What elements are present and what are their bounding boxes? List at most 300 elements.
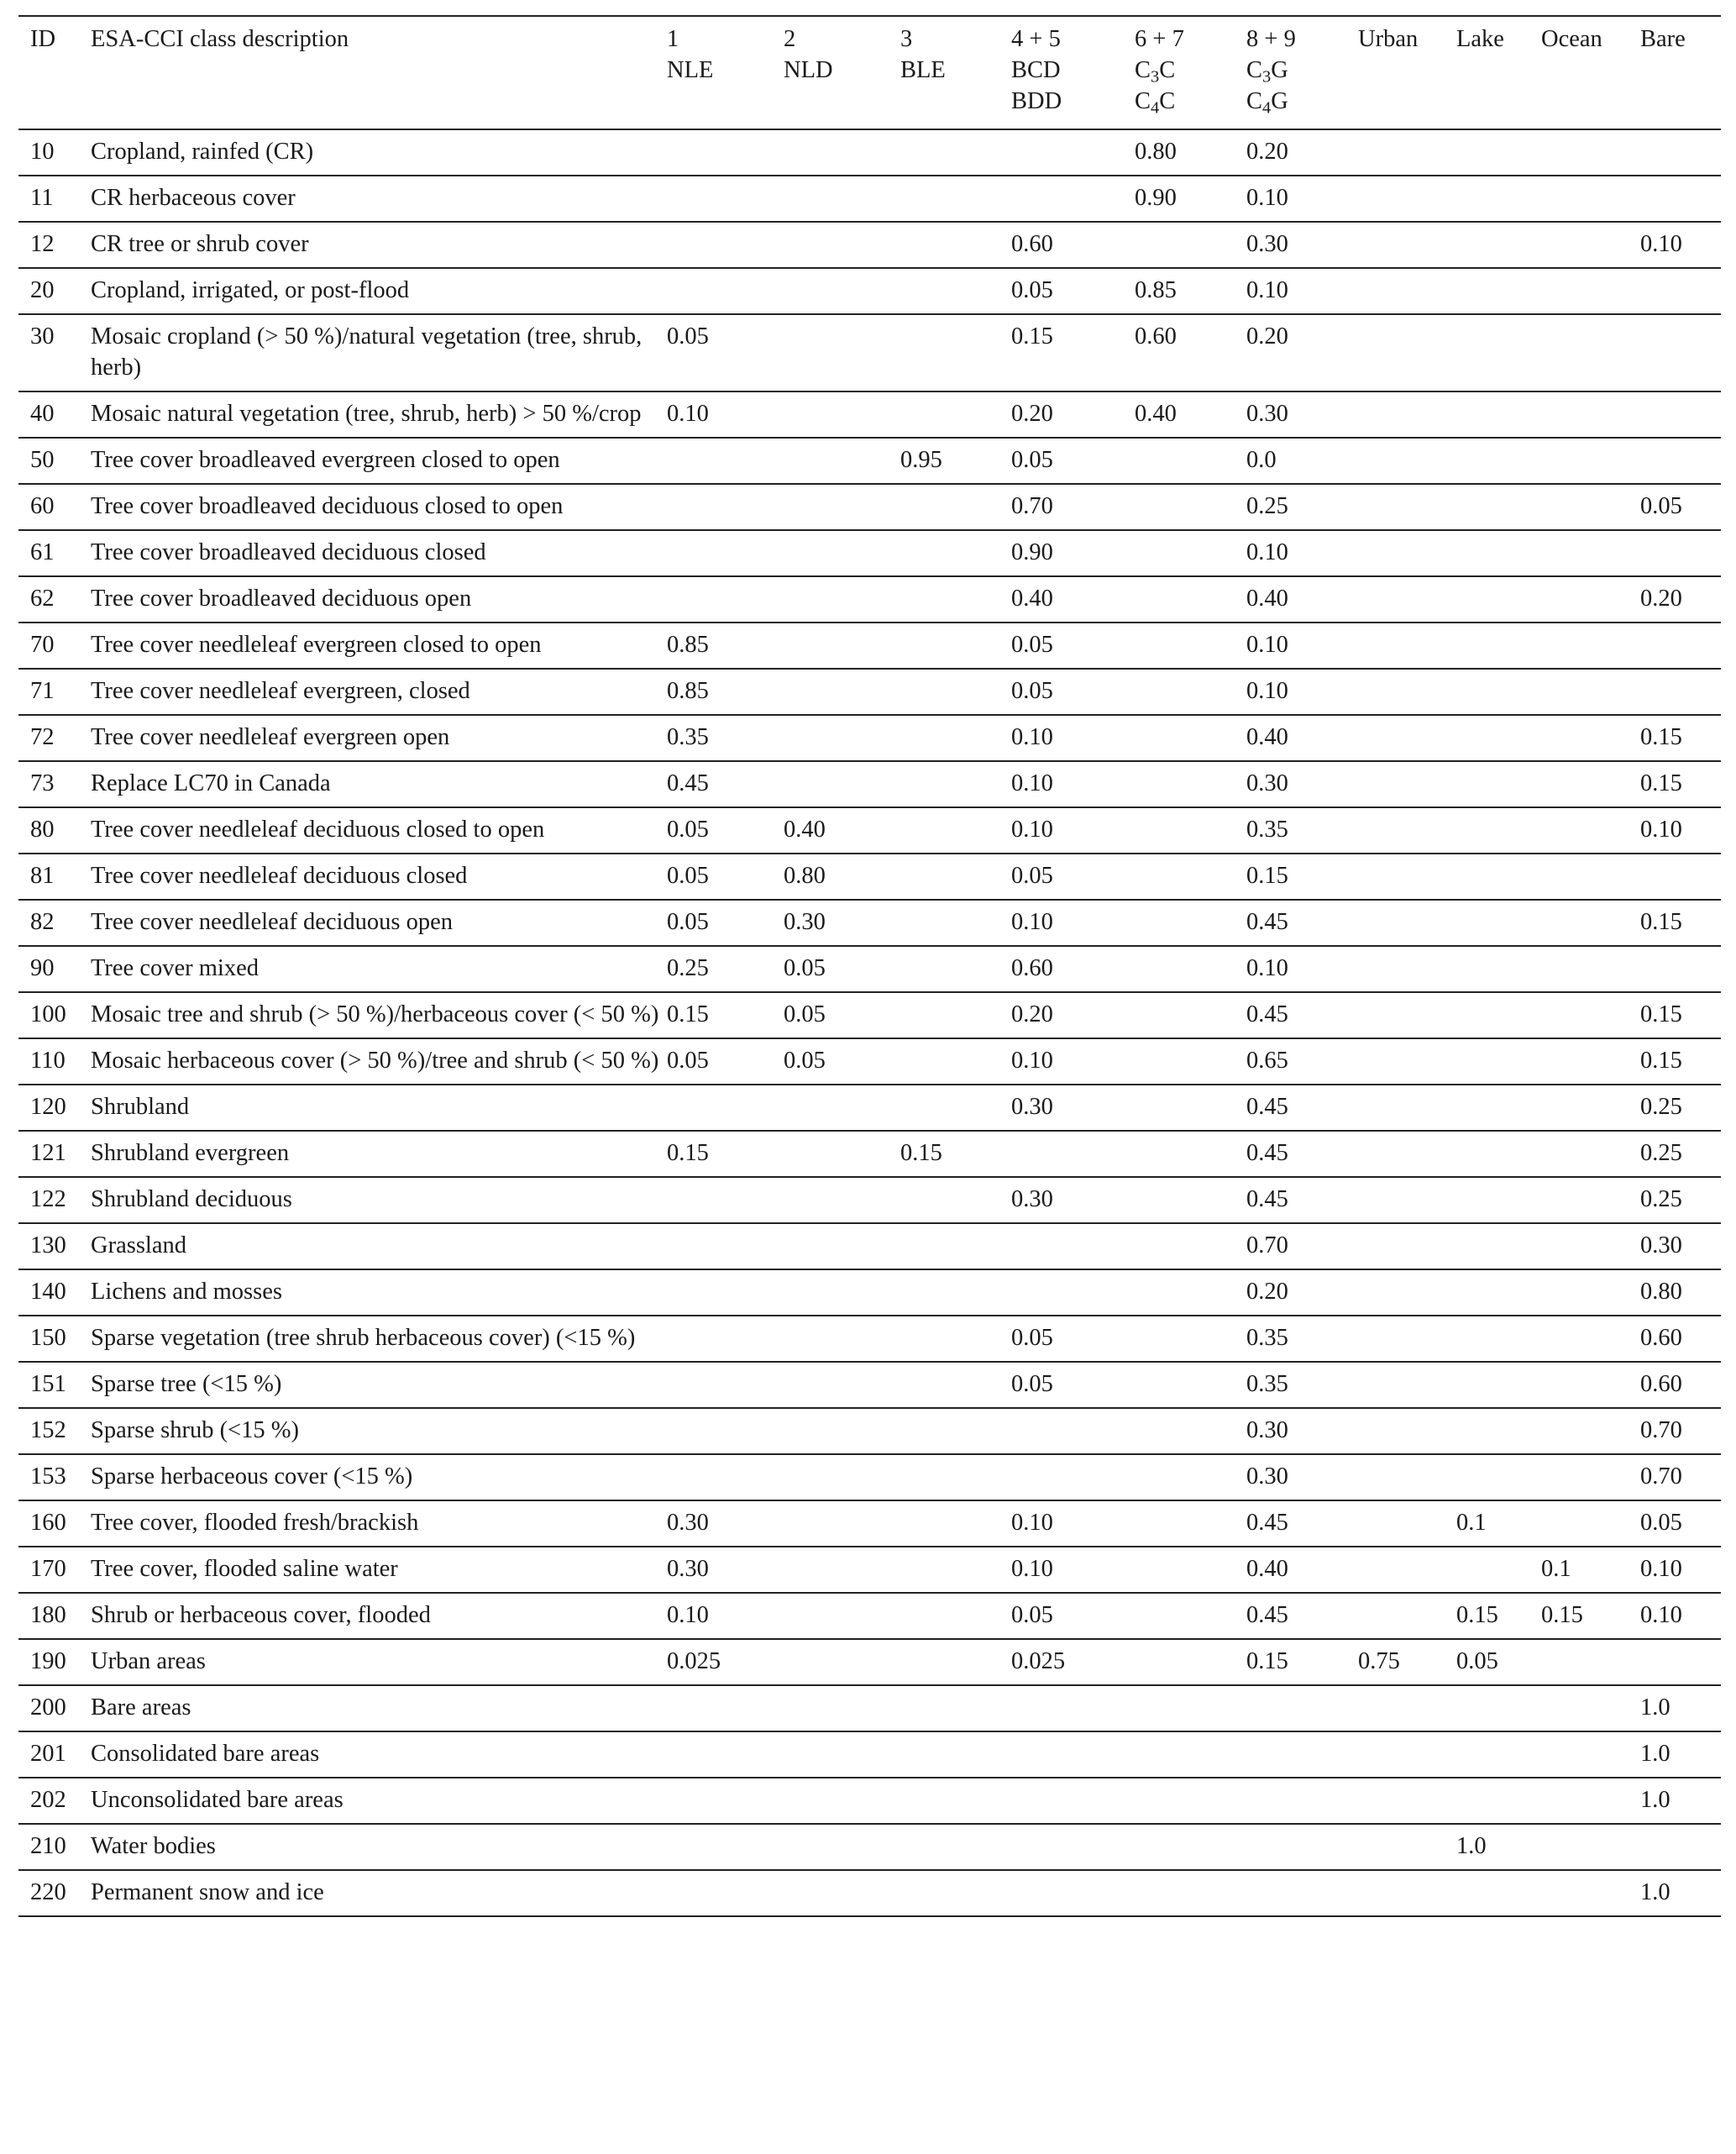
cell-lake: [1456, 314, 1541, 391]
cell-bare: [1640, 314, 1721, 391]
cell-c3g-c4g: 0.35: [1246, 1371, 1288, 1397]
header-pft45-number: 4 + 5: [1011, 26, 1061, 52]
cell-lake: [1456, 530, 1541, 576]
table-row: [18, 391, 1721, 438]
cell-c3c-c4c: [1135, 1870, 1246, 1916]
cell-description: Shrub or herbaceous cover, flooded: [91, 1602, 431, 1628]
cell-bare: 0.60: [1640, 1325, 1682, 1351]
cell-ocean: [1541, 1269, 1640, 1316]
header-pft3-code: BLE: [900, 57, 946, 83]
table-row: [18, 484, 1721, 530]
cell-urban: [1358, 761, 1456, 807]
header-pft67-number: 6 + 7: [1135, 26, 1184, 52]
cell-bare: [1640, 669, 1721, 715]
cell-nld: [784, 1223, 900, 1269]
cell-description: Tree cover needleleaf deciduous open: [91, 909, 454, 935]
table-row: [18, 946, 1721, 992]
cell-description: Bare areas: [91, 1694, 191, 1721]
cell-urban: [1358, 1454, 1456, 1500]
header-urban: Urban: [1358, 26, 1419, 52]
cell-bare: 0.10: [1640, 1602, 1682, 1628]
cell-c3c-c4c: [1135, 1408, 1246, 1454]
cell-nld: 0.05: [784, 955, 826, 981]
cell-lake: [1456, 576, 1541, 623]
cell-lake: [1456, 129, 1541, 176]
cell-urban: [1358, 1547, 1456, 1593]
cell-c3g-c4g: 0.40: [1246, 586, 1288, 612]
cell-id: 20: [30, 277, 55, 303]
cell-bare: [1640, 1639, 1721, 1685]
cell-bcd-bdd: [1011, 1269, 1135, 1316]
cell-nld: [784, 391, 900, 438]
cell-description: Tree cover, flooded saline water: [91, 1556, 398, 1582]
cell-ocean: [1541, 576, 1640, 623]
cell-nle: 0.85: [667, 632, 709, 658]
cell-nle: [667, 438, 784, 484]
cell-urban: [1358, 1177, 1456, 1223]
cell-bare: 0.70: [1640, 1463, 1682, 1489]
cell-c3g-c4g: 0.10: [1246, 632, 1288, 658]
cell-ocean: 0.1: [1541, 1556, 1571, 1582]
cell-urban: [1358, 1316, 1456, 1362]
cell-id: 50: [30, 447, 55, 473]
cell-ocean: [1541, 484, 1640, 530]
cell-nle: [667, 1685, 784, 1731]
header-pft3: [900, 16, 1011, 129]
header-pft67-c3c-sub: 3: [1151, 67, 1160, 87]
cell-ble: [900, 1500, 1011, 1547]
cell-nld: [784, 1870, 900, 1916]
table-row: [18, 715, 1721, 761]
cell-urban: [1358, 1085, 1456, 1131]
table-row: [18, 1500, 1721, 1547]
cell-urban: [1358, 1362, 1456, 1408]
cell-c3c-c4c: [1135, 576, 1246, 623]
cell-c3c-c4c: [1135, 669, 1246, 715]
header-row: [18, 16, 1721, 129]
cell-c3c-c4c: 0.80: [1135, 139, 1177, 165]
cell-urban: [1358, 992, 1456, 1038]
cell-nld: 0.80: [784, 863, 826, 889]
cell-nle: 0.85: [667, 678, 709, 704]
cell-ble: [900, 1731, 1011, 1778]
cell-description: Mosaic tree and shrub (> 50 %)/herbaceous cover (< 50 %): [91, 1001, 659, 1027]
cell-nld: [784, 176, 900, 222]
cell-id: 40: [30, 401, 55, 427]
cell-bare: 0.10: [1640, 1556, 1682, 1582]
cell-nle: 0.05: [667, 909, 709, 935]
cell-c3g-c4g: 0.65: [1246, 1048, 1288, 1074]
cell-ble: [900, 1870, 1011, 1916]
cell-description: Sparse herbaceous cover (<15 %): [91, 1463, 413, 1489]
table-row: [18, 129, 1721, 176]
header-bare: Bare: [1640, 26, 1686, 52]
cell-id: 153: [30, 1463, 66, 1489]
cell-bare: [1640, 176, 1721, 222]
cell-nle: [667, 1269, 784, 1316]
cell-ble: [900, 1639, 1011, 1685]
cell-c3g-c4g: 0.15: [1246, 863, 1288, 889]
cell-nld: 0.30: [784, 909, 826, 935]
cell-c3c-c4c: [1135, 992, 1246, 1038]
cell-nld: [784, 1085, 900, 1131]
cell-nle: 0.45: [667, 770, 709, 796]
cell-nle: [667, 1824, 784, 1870]
cell-c3g-c4g: 0.30: [1246, 401, 1288, 427]
cell-description: Lichens and mosses: [91, 1279, 282, 1305]
cell-description: Mosaic cropland (> 50 %)/natural vegetation (tree, shrub, herb): [91, 323, 642, 381]
cell-description: Sparse shrub (<15 %): [91, 1417, 299, 1443]
cell-id: 160: [30, 1510, 66, 1536]
cell-nle: [667, 1870, 784, 1916]
cell-description: Tree cover needleleaf deciduous closed: [91, 863, 468, 889]
cell-bcd-bdd: 0.20: [1011, 401, 1053, 427]
cell-c3c-c4c: [1135, 1731, 1246, 1778]
cell-urban: [1358, 484, 1456, 530]
cell-c3c-c4c: [1135, 1500, 1246, 1547]
table-row: [18, 1223, 1721, 1269]
cell-lake: [1456, 623, 1541, 669]
cell-c3c-c4c: [1135, 854, 1246, 900]
cell-nld: 0.05: [784, 1048, 826, 1074]
cell-c3c-c4c: [1135, 946, 1246, 992]
cell-bare: 0.05: [1640, 493, 1682, 519]
cell-nle: [667, 484, 784, 530]
cell-c3c-c4c: [1135, 1639, 1246, 1685]
cell-ble: [900, 1685, 1011, 1731]
cell-ocean: [1541, 1824, 1640, 1870]
header-pft89-c4g-a: C: [1246, 88, 1263, 114]
cell-c3c-c4c: [1135, 761, 1246, 807]
cell-id: 121: [30, 1140, 66, 1166]
cell-bcd-bdd: 0.05: [1011, 1371, 1053, 1397]
cell-id: 152: [30, 1417, 66, 1443]
header-pft2-number: 2: [784, 26, 796, 52]
cell-nle: 0.05: [667, 1048, 709, 1074]
cell-c3c-c4c: 0.60: [1135, 323, 1177, 349]
table-row: [18, 1177, 1721, 1223]
cell-bcd-bdd: 0.60: [1011, 955, 1053, 981]
cell-lake: [1456, 176, 1541, 222]
cell-urban: [1358, 1223, 1456, 1269]
cell-lake: [1456, 1685, 1541, 1731]
cell-bare: [1640, 854, 1721, 900]
cell-nle: [667, 129, 784, 176]
cell-ble: [900, 1454, 1011, 1500]
cell-ocean: [1541, 1778, 1640, 1824]
cell-c3g-c4g: [1246, 1824, 1358, 1870]
cell-nle: [667, 1454, 784, 1500]
cell-lake: [1456, 222, 1541, 268]
cell-urban: [1358, 438, 1456, 484]
header-ocean: Ocean: [1541, 26, 1602, 52]
cell-ocean: [1541, 222, 1640, 268]
cell-c3g-c4g: 0.25: [1246, 493, 1288, 519]
cell-c3g-c4g: [1246, 1870, 1358, 1916]
cell-urban: [1358, 314, 1456, 391]
cell-id: 130: [30, 1232, 66, 1258]
cell-bcd-bdd: 0.05: [1011, 1325, 1053, 1351]
table-row: [18, 1269, 1721, 1316]
cell-ocean: [1541, 669, 1640, 715]
cell-bare: 0.05: [1640, 1510, 1682, 1536]
cell-nle: 0.30: [667, 1556, 709, 1582]
cell-ble: [900, 1824, 1011, 1870]
table-row: [18, 530, 1721, 576]
cell-c3g-c4g: 0.15: [1246, 1648, 1288, 1674]
cell-description: Tree cover broadleaved deciduous closed: [91, 539, 486, 565]
cell-urban: [1358, 1870, 1456, 1916]
cell-c3c-c4c: [1135, 1824, 1246, 1870]
cell-c3c-c4c: [1135, 222, 1246, 268]
cell-urban: [1358, 1131, 1456, 1177]
cell-c3c-c4c: [1135, 1454, 1246, 1500]
cell-urban: [1358, 854, 1456, 900]
cell-c3c-c4c: [1135, 484, 1246, 530]
cell-description: Mosaic herbaceous cover (> 50 %)/tree and shrub (< 50 %): [91, 1048, 659, 1074]
table-row: [18, 1547, 1721, 1593]
cell-nle: [667, 222, 784, 268]
cell-description: Shrubland: [91, 1094, 190, 1120]
cell-bare: [1640, 129, 1721, 176]
cell-bare: 0.15: [1640, 724, 1682, 750]
cell-bare: [1640, 1824, 1721, 1870]
cell-bcd-bdd: [1011, 176, 1135, 222]
cell-nle: 0.25: [667, 955, 709, 981]
cell-ocean: [1541, 623, 1640, 669]
table-row: [18, 900, 1721, 946]
cell-ocean: [1541, 1316, 1640, 1362]
cell-id: 120: [30, 1094, 66, 1120]
cell-ocean: [1541, 1131, 1640, 1177]
cell-urban: [1358, 1408, 1456, 1454]
cell-nle: [667, 176, 784, 222]
cell-lake: [1456, 1870, 1541, 1916]
cell-c3g-c4g: 0.45: [1246, 1602, 1288, 1628]
cell-ble: [900, 176, 1011, 222]
cell-lake: 0.05: [1456, 1648, 1498, 1674]
header-pft89-c3g-a: C: [1246, 57, 1263, 83]
cell-bare: 0.10: [1640, 817, 1682, 843]
cell-c3g-c4g: 0.35: [1246, 1325, 1288, 1351]
cell-description: Tree cover mixed: [91, 955, 259, 981]
cell-ble: [900, 129, 1011, 176]
cell-c3g-c4g: 0.30: [1246, 1417, 1288, 1443]
cell-bcd-bdd: 0.05: [1011, 447, 1053, 473]
cell-ble: [900, 1593, 1011, 1639]
cell-ble: [900, 314, 1011, 391]
header-pft67: [1135, 16, 1246, 129]
cell-bcd-bdd: 0.025: [1011, 1648, 1066, 1674]
cell-id: 82: [30, 909, 55, 935]
cell-c3c-c4c: [1135, 1685, 1246, 1731]
table-row: [18, 1731, 1721, 1778]
cell-id: 81: [30, 863, 55, 889]
table-row: [18, 854, 1721, 900]
cell-ocean: [1541, 1408, 1640, 1454]
cell-ble: [900, 1269, 1011, 1316]
cell-ble: [900, 222, 1011, 268]
cell-description: Unconsolidated bare areas: [91, 1787, 344, 1813]
cell-id: 73: [30, 770, 55, 796]
cell-c3g-c4g: 0.45: [1246, 1094, 1288, 1120]
cell-ocean: [1541, 1500, 1640, 1547]
cell-nld: [784, 222, 900, 268]
table-row: [18, 761, 1721, 807]
table-row: [18, 1316, 1721, 1362]
cell-id: 90: [30, 955, 55, 981]
cell-description: Shrubland deciduous: [91, 1186, 292, 1212]
cell-bcd-bdd: 0.15: [1011, 323, 1053, 349]
cell-bcd-bdd: 0.40: [1011, 586, 1053, 612]
header-pft67-c3c-a: C: [1135, 57, 1151, 83]
cell-bcd-bdd: [1011, 1870, 1135, 1916]
cell-bcd-bdd: 0.90: [1011, 539, 1053, 565]
cell-c3c-c4c: [1135, 807, 1246, 854]
cell-ble: [900, 946, 1011, 992]
cell-c3c-c4c: [1135, 530, 1246, 576]
cell-bare: [1640, 391, 1721, 438]
cell-bare: 0.10: [1640, 231, 1682, 257]
cell-c3g-c4g: 0.45: [1246, 1140, 1288, 1166]
cell-id: 201: [30, 1741, 66, 1767]
table-row: [18, 268, 1721, 314]
cell-nle: 0.35: [667, 724, 709, 750]
header-pft67-c4c-a: C: [1135, 88, 1151, 114]
cell-lake: [1456, 1038, 1541, 1085]
cell-id: 11: [30, 185, 54, 211]
cell-urban: [1358, 669, 1456, 715]
cell-c3c-c4c: [1135, 1362, 1246, 1408]
cell-bcd-bdd: 0.10: [1011, 770, 1053, 796]
cell-bare: 0.25: [1640, 1140, 1682, 1166]
cell-lake: [1456, 715, 1541, 761]
cell-nle: 0.30: [667, 1510, 709, 1536]
cell-ocean: [1541, 761, 1640, 807]
cell-description: Shrubland evergreen: [91, 1140, 290, 1166]
cell-ocean: [1541, 314, 1640, 391]
cell-nld: [784, 1316, 900, 1362]
cell-description: CR herbaceous cover: [91, 185, 296, 211]
cell-c3g-c4g: 0.45: [1246, 1186, 1288, 1212]
cell-ble: [900, 623, 1011, 669]
cell-ble: [900, 1177, 1011, 1223]
cell-description: Tree cover broadleaved deciduous closed to open: [91, 493, 564, 519]
cell-nld: [784, 1131, 900, 1177]
cell-nle: 0.05: [667, 817, 709, 843]
cell-id: 122: [30, 1186, 66, 1212]
cell-ocean: [1541, 1731, 1640, 1778]
cell-description: Permanent snow and ice: [91, 1879, 324, 1905]
cell-id: 100: [30, 1001, 66, 1027]
cell-nle: 0.15: [667, 1140, 709, 1166]
cell-id: 30: [30, 323, 55, 349]
cell-bcd-bdd: 0.05: [1011, 277, 1053, 303]
cell-lake: [1456, 854, 1541, 900]
header-description: ESA-CCI class description: [91, 26, 349, 52]
cell-description: Sparse vegetation (tree shrub herbaceous cover) (<15 %): [91, 1325, 636, 1351]
cell-ble: [900, 854, 1011, 900]
header-pft89: [1246, 16, 1358, 129]
cell-id: 71: [30, 678, 55, 704]
cell-bcd-bdd: 0.20: [1011, 1001, 1053, 1027]
cell-nle: [667, 530, 784, 576]
cell-ocean: [1541, 807, 1640, 854]
table-row: [18, 1131, 1721, 1177]
cell-lake: [1456, 761, 1541, 807]
table-row: [18, 1778, 1721, 1824]
cell-lake: [1456, 1131, 1541, 1177]
cell-bcd-bdd: 0.10: [1011, 909, 1053, 935]
cell-c3c-c4c: [1135, 1131, 1246, 1177]
header-pft1-number: 1: [667, 26, 679, 52]
header-pft89-c3g-b: G: [1271, 57, 1288, 83]
cell-ble: 0.95: [900, 447, 942, 473]
cell-nle: [667, 1177, 784, 1223]
cell-c3c-c4c: [1135, 1547, 1246, 1593]
header-pft89-c3g: [1246, 55, 1358, 86]
cell-lake: [1456, 1778, 1541, 1824]
table-row: [18, 623, 1721, 669]
cell-urban: [1358, 391, 1456, 438]
table-row: [18, 438, 1721, 484]
cell-urban: [1358, 1731, 1456, 1778]
cell-urban: [1358, 176, 1456, 222]
cell-c3c-c4c: 0.90: [1135, 185, 1177, 211]
cell-lake: [1456, 1177, 1541, 1223]
cell-c3c-c4c: [1135, 1177, 1246, 1223]
cell-ocean: [1541, 1685, 1640, 1731]
cell-nle: 0.05: [667, 323, 709, 349]
cell-id: 202: [30, 1787, 66, 1813]
cell-c3g-c4g: 0.40: [1246, 724, 1288, 750]
cell-bare: 0.25: [1640, 1094, 1682, 1120]
cell-description: Mosaic natural vegetation (tree, shrub, herb) > 50 %/crop: [91, 401, 642, 427]
cell-nle: 0.05: [667, 863, 709, 889]
cell-description: Sparse tree (<15 %): [91, 1371, 282, 1397]
cell-ble: [900, 761, 1011, 807]
cell-c3g-c4g: 0.35: [1246, 817, 1288, 843]
cell-id: 62: [30, 586, 55, 612]
cell-bare: 1.0: [1640, 1879, 1670, 1905]
cell-nle: 0.025: [667, 1648, 721, 1674]
table-row: [18, 807, 1721, 854]
cell-lake: [1456, 484, 1541, 530]
cell-description: Water bodies: [91, 1833, 216, 1859]
cell-ble: [900, 484, 1011, 530]
header-pft2: [784, 16, 900, 129]
cell-lake: [1456, 1269, 1541, 1316]
header-lake: Lake: [1456, 26, 1504, 52]
header-pft89-c4g-b: G: [1271, 88, 1288, 114]
cell-nle: [667, 268, 784, 314]
cell-bcd-bdd: 0.05: [1011, 863, 1053, 889]
cell-bare: [1640, 438, 1721, 484]
cell-c3g-c4g: 0.10: [1246, 185, 1288, 211]
table-row: [18, 1870, 1721, 1916]
cell-ble: [900, 992, 1011, 1038]
cell-description: Tree cover needleleaf evergreen open: [91, 724, 450, 750]
cell-ocean: [1541, 900, 1640, 946]
cell-c3c-c4c: [1135, 715, 1246, 761]
cell-urban: [1358, 1593, 1456, 1639]
cell-ocean: [1541, 1870, 1640, 1916]
cell-ble: [900, 530, 1011, 576]
cell-bcd-bdd: 0.60: [1011, 231, 1053, 257]
cell-lake: [1456, 946, 1541, 992]
cell-c3g-c4g: 0.0: [1246, 447, 1277, 473]
cell-c3c-c4c: [1135, 1593, 1246, 1639]
